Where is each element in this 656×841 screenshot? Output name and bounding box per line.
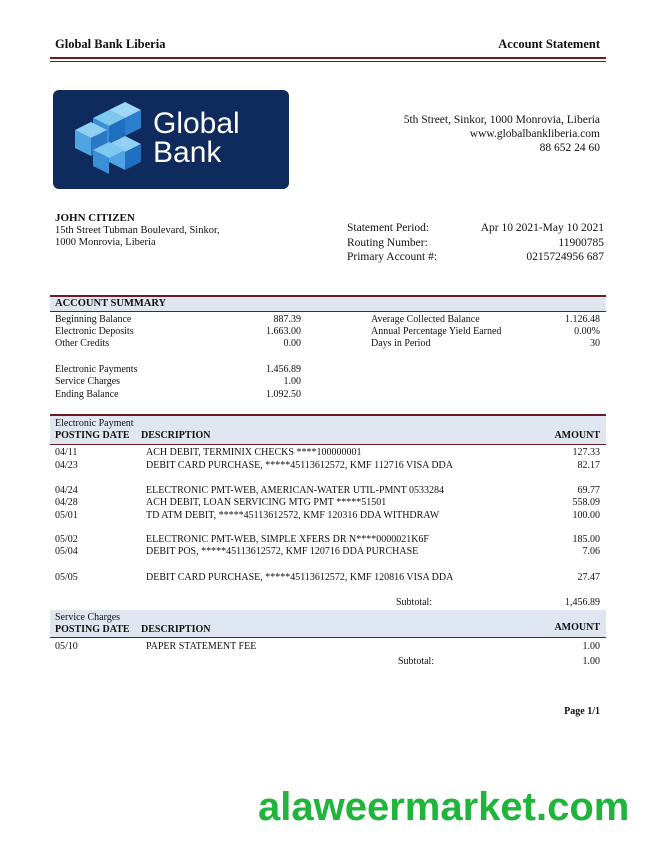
- summary-value: 1.00: [283, 376, 301, 387]
- routing-number-value: 11900785: [558, 236, 604, 249]
- summary-title-rule: [50, 311, 606, 312]
- document-title: Account Statement: [498, 37, 600, 51]
- statement-values: [481, 221, 604, 265]
- payment-date: 04/28: [55, 497, 78, 508]
- bank-address: [404, 113, 600, 155]
- summary-label: Ending Balance: [55, 389, 119, 400]
- payment-description: ELECTRONIC PMT-WEB, AMERICAN-WATER UTIL-PMNT 0533284: [146, 485, 445, 496]
- payments-header-band: [50, 416, 606, 444]
- payment-amount: 82.17: [577, 460, 600, 471]
- col-description: DESCRIPTION: [141, 624, 211, 635]
- summary-label: Average Collected Balance: [371, 314, 480, 325]
- header-rule-thin: [50, 61, 606, 62]
- payment-description: DEBIT CARD PURCHASE, *****45113612572, KMF 112716 VISA DDA: [146, 460, 453, 471]
- summary-value: 30: [590, 338, 600, 349]
- primary-account-value: 0215724956 687: [526, 251, 604, 263]
- payment-date: 05/01: [55, 510, 78, 521]
- payment-date: 04/11: [55, 447, 78, 458]
- payment-description: ACH DEBIT, TERMINIX CHECKS ****100000001: [146, 447, 362, 458]
- payment-amount: 185.00: [572, 534, 600, 545]
- bank-name-header: Global Bank Liberia: [55, 37, 166, 51]
- summary-value: 1.456.89: [266, 364, 301, 375]
- col-amount: AMOUNT: [554, 622, 600, 633]
- service-subtotal-label: Subtotal:: [398, 656, 435, 667]
- summary-label: Electronic Deposits: [55, 326, 134, 337]
- payment-date: 04/23: [55, 460, 78, 471]
- payment-amount: 7.06: [582, 546, 600, 557]
- payment-amount: 69.77: [577, 485, 600, 496]
- payments-subtotal-value: 1,456.89: [565, 597, 600, 608]
- bank-phone: 88 652 24 60: [539, 142, 600, 154]
- watermark-text: alaweermarket.com: [258, 785, 630, 829]
- header-rule: [50, 57, 606, 59]
- summary-title-band: [50, 297, 606, 311]
- col-posting-date: POSTING DATE: [55, 430, 130, 441]
- payment-description: DEBIT CARD PURCHASE, *****45113612572, KMF 120816 VISA DDA: [146, 572, 454, 583]
- payment-description: TD ATM DEBIT, *****45113612572, KMF 120316 DDA WITHDRAW: [146, 510, 440, 521]
- service-subtotal-value: 1.00: [582, 656, 600, 667]
- summary-label: Annual Percentage Yield Earned: [371, 326, 502, 337]
- payment-date: 05/05: [55, 572, 78, 583]
- logo-line1: Global: [153, 107, 240, 140]
- payments-subtotal-label: Subtotal:: [396, 597, 433, 608]
- service-header-rule: [50, 637, 606, 638]
- summary-label: Service Charges: [55, 376, 121, 387]
- summary-title: ACCOUNT SUMMARY: [55, 298, 167, 309]
- payment-amount: 558.09: [572, 497, 600, 508]
- payment-amount: 100.00: [572, 510, 600, 521]
- routing-number-label: Routing Number:: [347, 236, 428, 249]
- service-section-title: Service Charges: [55, 612, 121, 623]
- customer-block: [55, 212, 220, 250]
- service-amount: 1.00: [582, 641, 600, 652]
- logo-line2: Bank: [153, 136, 222, 169]
- summary-value: 1.126.48: [565, 314, 600, 325]
- col-description: DESCRIPTION: [141, 430, 211, 441]
- summary-value: 1.663.00: [266, 326, 301, 337]
- payment-amount: 127.33: [572, 447, 600, 458]
- payments-header-rule: [50, 444, 606, 445]
- customer-address-2: 1000 Monrovia, Liberia: [55, 237, 156, 248]
- payment-description: ACH DEBIT, LOAN SERVICING MTG PMT *****51501: [146, 497, 387, 508]
- payment-description: DEBIT POS, *****45113612572, KMF 120716 DDA PURCHASE: [146, 546, 419, 557]
- payment-amount: 27.47: [577, 572, 600, 583]
- bank-website: www.globalbankliberia.com: [469, 128, 600, 140]
- customer-name: JOHN CITIZEN: [55, 212, 135, 224]
- page-number: Page 1/1: [564, 706, 600, 717]
- summary-value: 0.00: [283, 338, 301, 349]
- logo-wordmark: [153, 109, 240, 167]
- service-date: 05/10: [55, 641, 78, 652]
- statement-period-label: Statement Period:: [347, 222, 430, 234]
- payment-date: 05/02: [55, 534, 78, 545]
- bank-address-line: 5th Street, Sinkor, 1000 Monrovia, Liberia: [403, 114, 600, 126]
- statement-period-value: Apr 10 2021-May 10 2021: [480, 222, 604, 234]
- summary-label: Electronic Payments: [55, 364, 138, 375]
- summary-value: 1.092.50: [266, 389, 301, 400]
- payment-date: 05/04: [55, 546, 78, 557]
- summary-value: 0.00%: [574, 326, 600, 337]
- customer-address-1: 15th Street Tubman Boulevard, Sinkor,: [55, 224, 220, 236]
- payment-date: 04/24: [55, 485, 78, 496]
- payments-section-title: Electronic Payment: [55, 418, 134, 429]
- service-header-band: [50, 610, 606, 637]
- summary-value: 887.39: [273, 314, 301, 325]
- summary-label: Beginning Balance: [55, 314, 132, 325]
- statement-labels: [347, 221, 437, 265]
- col-amount: AMOUNT: [554, 430, 600, 441]
- summary-label: Other Credits: [55, 338, 110, 349]
- summary-label: Days in Period: [371, 338, 431, 349]
- service-description: PAPER STATEMENT FEE: [146, 641, 257, 652]
- col-posting-date: POSTING DATE: [55, 624, 130, 635]
- payment-description: ELECTRONIC PMT-WEB, SIMPLE XFERS DR N****0000021K6F: [146, 534, 429, 545]
- primary-account-label: Primary Account #:: [347, 251, 438, 263]
